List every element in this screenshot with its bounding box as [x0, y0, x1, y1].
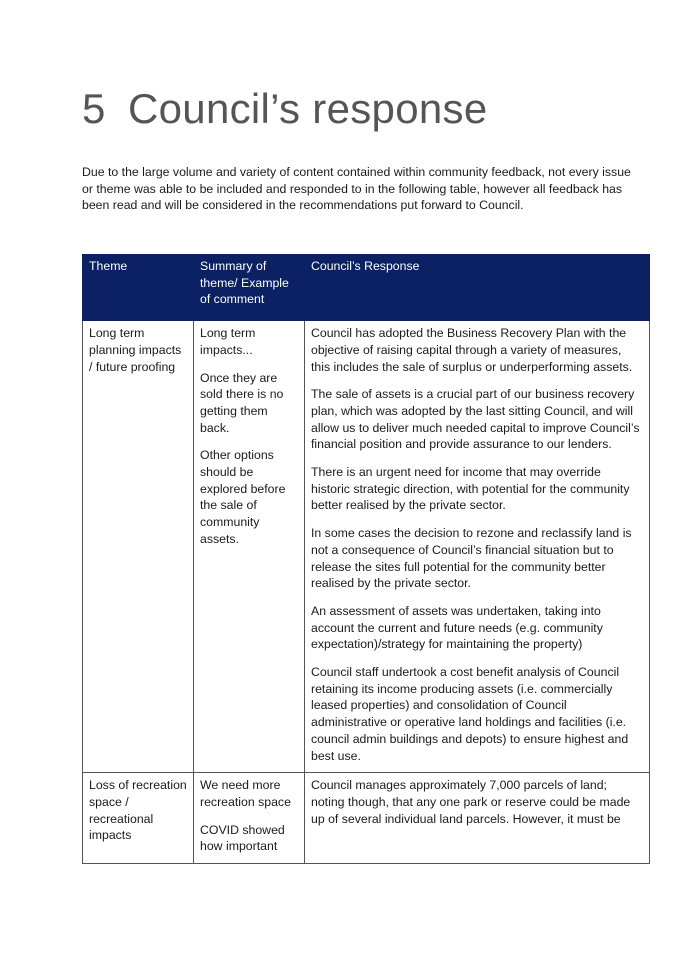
response-cell [305, 773, 650, 864]
table-row [83, 321, 650, 773]
header-summary: Summary of theme/ Example of comment [194, 255, 305, 321]
header-response: Council’s Response [305, 255, 650, 321]
response-paragraph: There is an urgent need for income that may override historic strategic direction, with potential for the community better realised by the private sector. [311, 465, 630, 513]
response-paragraph: An assessment of assets was undertaken, taking into account the current and future needs (e.g. community expectation)/strategy for maintaining the property) [311, 603, 603, 652]
response-paragraph: Council manages approximately 7,000 parcels of land; noting though, that any one park or reserve could be made up of several individual land parcels. However, it must be [311, 778, 631, 826]
section-number: 5 [82, 85, 106, 132]
summary-text: Long term impacts... [200, 326, 256, 357]
response-paragraph: The sale of assets is a crucial part of our business recovery plan, which was adopted by the last sitting Council, and will allow us to deliver much needed capital to improve Council’s financial position and provide assurance to our lenders. [311, 387, 640, 452]
summary-text: Other options should be explored before the sale of community assets. [200, 448, 286, 546]
intro-paragraph: Due to the large volume and variety of content contained within community feedback, not every issue or theme was able to be included and responded to in the following table, however all feedback has been read and will be considered in the recommendations put forward to Council. [82, 165, 631, 212]
summary-cell [194, 321, 305, 773]
response-paragraph: In some cases the decision to rezone and reclassify land is not a consequence of Council’s financial situation but to release the sites full potential for the community better realised by the private sector. [311, 526, 632, 591]
response-paragraph: Council has adopted the Business Recovery Plan with the objective of raising capital through a variety of measures, this includes the sale of surplus or underperforming assets. [311, 326, 633, 374]
summary-text: COVID showed how important [200, 822, 285, 854]
theme-text: Loss of recreation space / recreational impacts [89, 778, 187, 843]
table-header-row [83, 255, 650, 321]
table-row [83, 773, 650, 864]
theme-cell [83, 321, 194, 773]
theme-text: Long term planning impacts / future proofing [89, 326, 182, 374]
response-table [82, 254, 650, 864]
response-cell [305, 321, 650, 773]
summary-cell [194, 773, 305, 864]
response-paragraph: Council staff undertook a cost benefit analysis of Council retaining its income producing assets (i.e. commercially leased properties) and consolidation of Council administrative or operative land holdings and facilities (i.e. council admin buildings and depots) to ensure highest and best use. [311, 665, 629, 763]
header-theme: Theme [83, 255, 194, 321]
section-heading [82, 85, 488, 133]
summary-text: Once they are sold there is no getting them back. [200, 370, 284, 435]
section-title: Council’s response [128, 85, 488, 132]
summary-text: We need more recreation space [200, 778, 291, 809]
theme-cell [83, 773, 194, 864]
